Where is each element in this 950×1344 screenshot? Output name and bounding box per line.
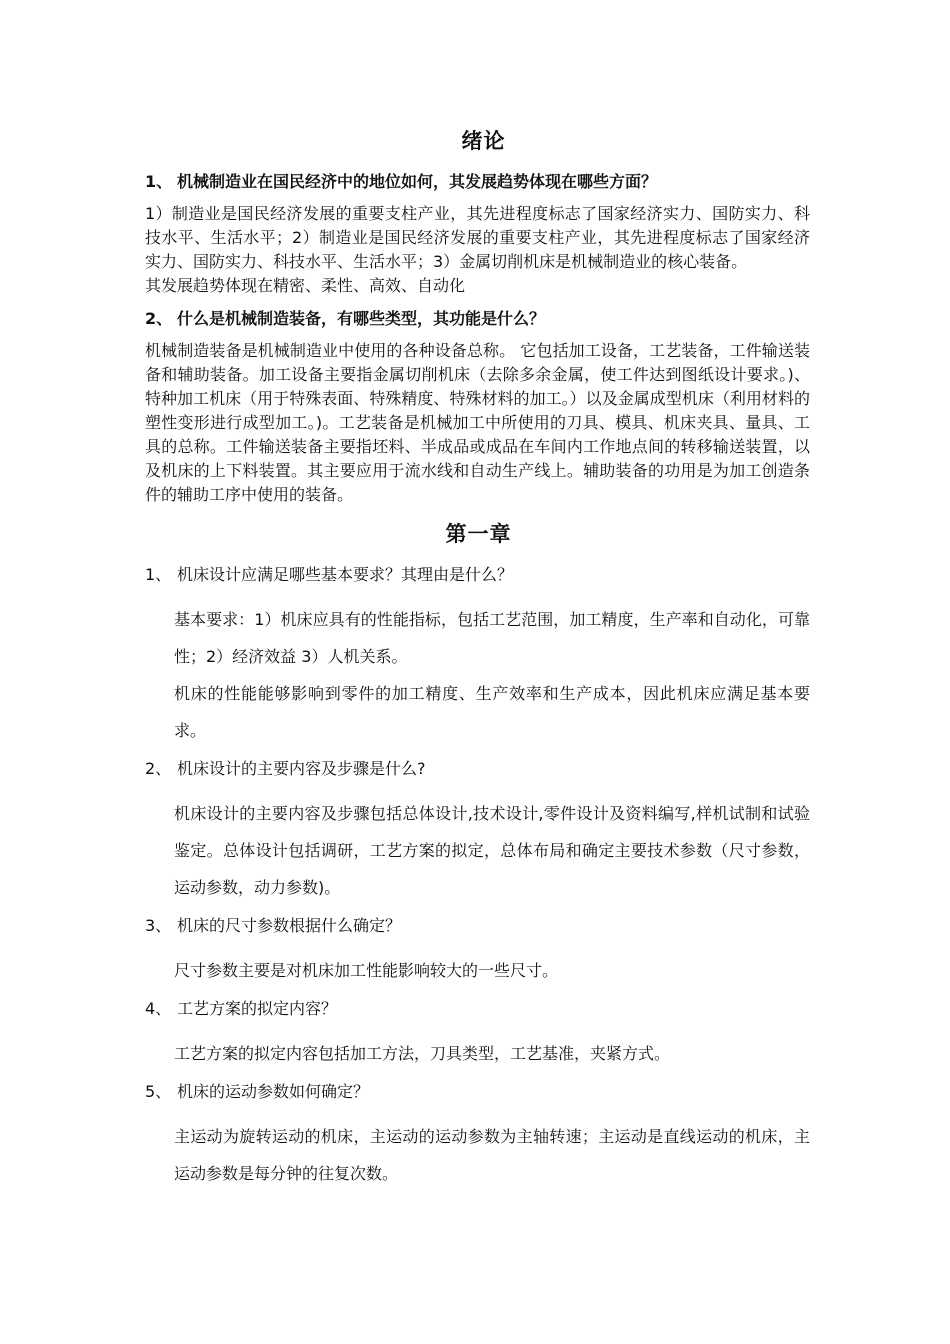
chapter-1-question-5: [145, 1080, 810, 1104]
question-text: 什么是机械制造装备，有哪些类型，其功能是什么？: [177, 309, 546, 328]
intro-answer-2: 机械制造装备是机械制造业中使用的各种设备总称。 它包括加工设备，工艺装备，工件输送装备和辅助装备。加工设备主要指金属切削机床（去除多余金属，使工件达到图纸设计要求。)、特种加工机床（用于特殊表面、特殊精度、特殊材料的加工。）以及金属成型机床（利用材料的塑性变形进行成型加工。)。工艺装备是机械加工中所使用的刀具、模具、机床夹具、量具、工具的总称。工件输送装备主要指坯料、半成品或成品在车间内工作地点间的转移输送装置，以及机床的上下料装置。其主要应用于流水线和自动生产线上。辅助装备的功用是为加工创造条件的辅助工序中使用的装备。: [145, 341, 810, 504]
chapter-1-question-3: [145, 914, 810, 938]
chapter-1-section: [145, 519, 810, 1192]
question-number: 1、: [145, 172, 173, 191]
question-number: 2、: [145, 309, 173, 328]
chapter-1-question-1: [145, 563, 810, 587]
question-number: 4、: [145, 999, 172, 1018]
question-number: 1、: [145, 565, 172, 584]
document-content: [145, 126, 810, 1196]
intro-question-1: [145, 170, 810, 194]
question-number: 2、: [145, 759, 172, 778]
chapter-1-answer-3: 尺寸参数主要是对机床加工性能影响较大的一些尺寸。: [174, 961, 559, 980]
intro-question-2: [145, 307, 810, 331]
chapter-1-answer-4: 工艺方案的拟定内容包括加工方法，刀具类型，工艺基准，夹紧方式。: [174, 1044, 671, 1063]
question-text: 机床设计应满足哪些基本要求？其理由是什么？: [177, 565, 514, 584]
chapter-1-answer-5: 主运动为旋转运动的机床，主运动的运动参数为主轴转速；主运动是直线运动的机床，主运动参数是每分钟的往复次数。: [174, 1127, 810, 1183]
question-number: 3、: [145, 916, 172, 935]
chapter-1-question-2: [145, 757, 810, 781]
intro-answer-1-para-1: 1）制造业是国民经济发展的重要支柱产业，其先进程度标志了国家经济实力、国防实力、科技水平、生活水平；2）制造业是国民经济发展的重要支柱产业，其先进程度标志了国家经济实力、国防实力、科技水平、生活水平；3）金属切削机床是机械制造业的核心装备。: [145, 204, 810, 271]
intro-answer-1-para-2: 其发展趋势体现在精密、柔性、高效、自动化: [145, 276, 466, 295]
chapter-1-answer-2: 机床设计的主要内容及步骤包括总体设计,技术设计,零件设计及资料编写,样机试制和试验鉴定。总体设计包括调研，工艺方案的拟定，总体布局和确定主要技术参数（尺寸参数，运动参数，动力参数)。: [174, 804, 810, 897]
question-text: 机械制造业在国民经济中的地位如何，其发展趋势体现在哪些方面？: [177, 172, 658, 191]
chapter-1-answer-1-para-1: 基本要求：1）机床应具有的性能指标，包括工艺范围，加工精度，生产率和自动化，可靠性；2）经济效益 3）人机关系。: [174, 610, 810, 666]
question-number: 5、: [145, 1082, 172, 1101]
question-text: 机床的尺寸参数根据什么确定？: [177, 916, 402, 935]
intro-section: [145, 126, 810, 507]
chapter-1-title: 第一章: [445, 522, 512, 546]
intro-title: 绪论: [461, 129, 506, 153]
chapter-1-question-4: [145, 997, 810, 1021]
question-text: 工艺方案的拟定内容？: [177, 999, 338, 1018]
question-text: 机床设计的主要内容及步骤是什么?: [177, 759, 426, 778]
question-text: 机床的运动参数如何确定？: [177, 1082, 370, 1101]
chapter-1-answer-1-para-2: 机床的性能能够影响到零件的加工精度、生产效率和生产成本，因此机床应满足基本要求。: [174, 684, 810, 740]
